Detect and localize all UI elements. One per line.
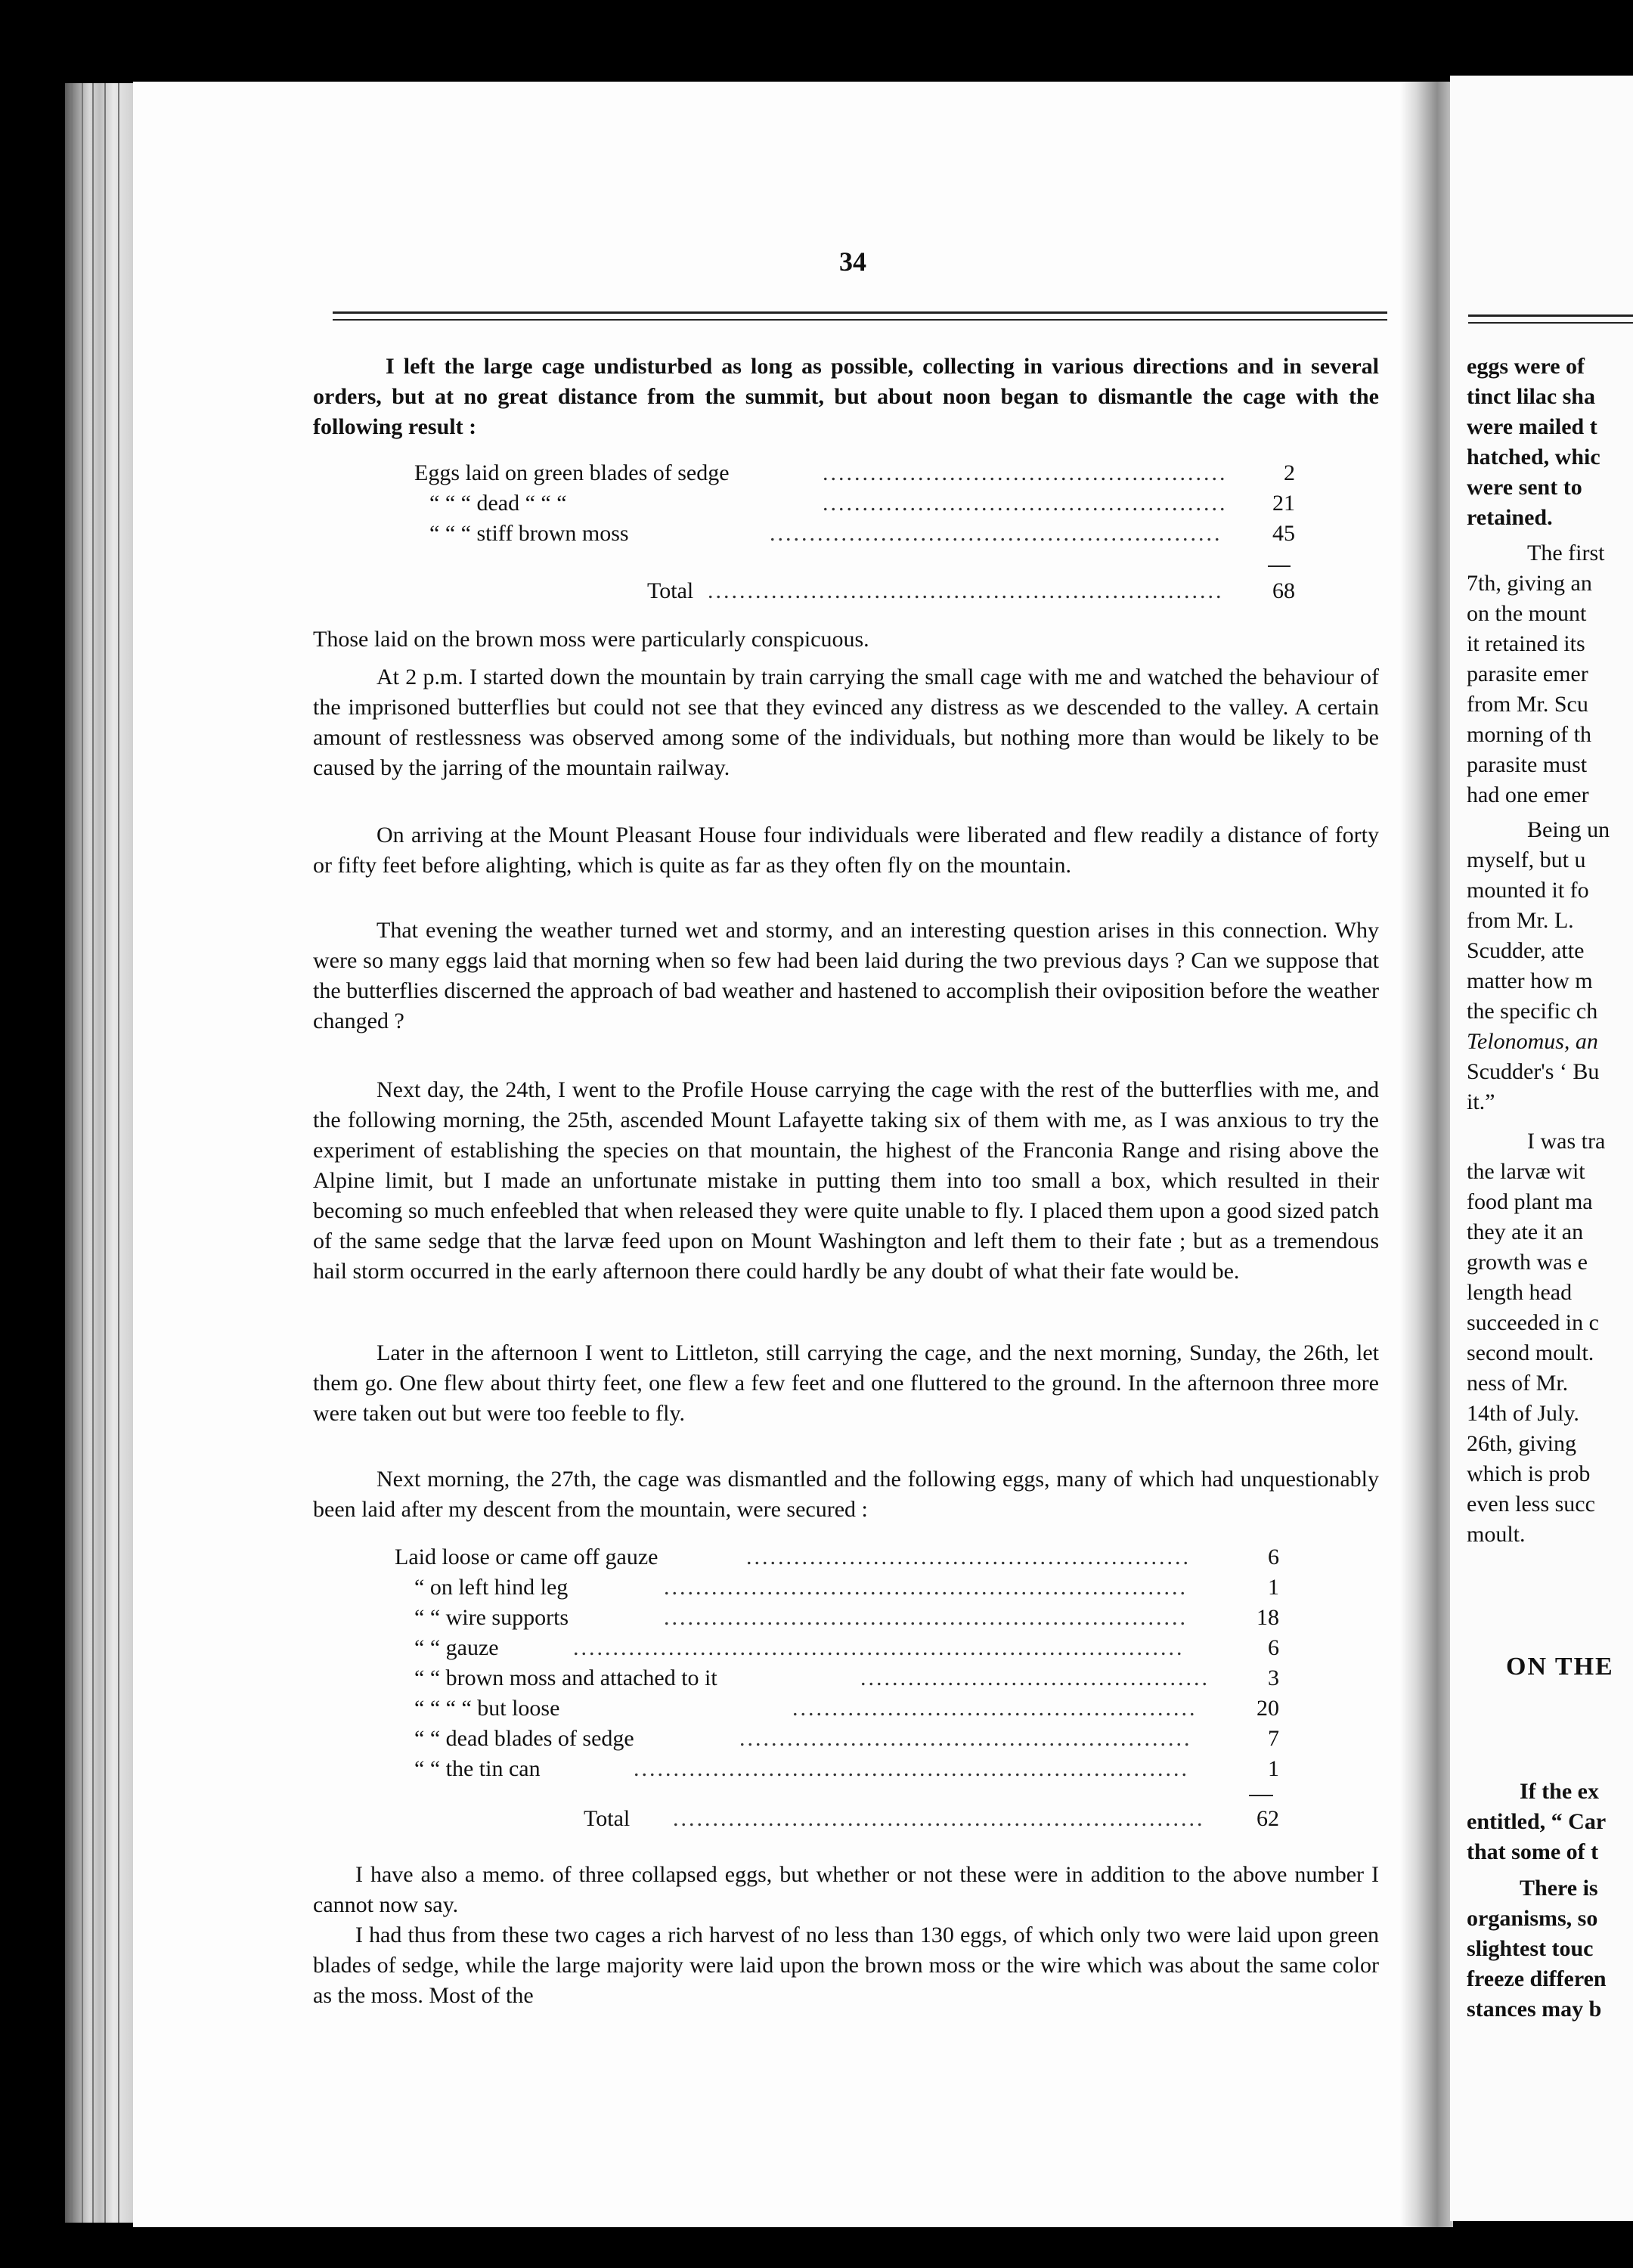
right-line: stances may b [1467,1997,1602,2022]
row-label: Laid loose or came off gauze [395,1545,658,1569]
total-label: Total [647,578,694,603]
header-rule-thin [333,319,1387,321]
section-heading: ON THE [1506,1653,1614,1681]
right-header-rule-thin [1468,322,1633,324]
right-line: If the ex [1520,1779,1599,1804]
row-label: “ “ “ stiff brown moss [429,521,629,546]
paragraph-4: On arriving at the Mount Pleasant House four individuals were liberated and flew readily a distance of forty or fifty feet before alighting, which is quite as far as they often fly on the mountain. [313,823,1379,878]
total-value: 62 [1257,1806,1279,1831]
right-line: the specific ch [1467,999,1598,1024]
right-line: from Mr. L. [1467,908,1574,933]
right-line: tinct lilac sha [1467,384,1595,409]
right-line: organisms, so [1467,1906,1598,1931]
right-line: were sent to [1467,475,1582,500]
right-line: There is [1520,1876,1598,1901]
row-value: 1 [1268,1575,1279,1600]
right-line: eggs were of [1467,354,1585,379]
page-edge-stack [65,83,135,2223]
right-line: matter how m [1467,968,1593,993]
paragraph-10: I had thus from these two cages a rich harvest of no less than 130 eggs, of which only two were laid upon green blades of sedge, while the large majority were laid upon the brown moss or the wire which was about the same color as the moss. Most of the [313,1923,1379,2008]
right-line: 26th, giving [1467,1431,1577,1456]
paragraph-7: Later in the afternoon I went to Littleton, still carrying the cage, and the next morning, Sunday, the 26th, let them go. One flew about thirty feet, one flew a few feet and one fluttered to the ground. In the afternoon three more were taken out but were too feeble to fly. [313,1340,1379,1426]
row-label: “ “ gauze [414,1635,499,1660]
row-value: 21 [1272,491,1295,516]
right-header-rule [1468,314,1633,317]
right-line: even less succ [1467,1492,1595,1517]
right-line: food plant ma [1467,1189,1593,1214]
right-line: they ate it an [1467,1219,1584,1244]
row-value: 6 [1268,1545,1279,1569]
sum-rule [1249,1795,1273,1796]
right-line: Scudder's ‘ Bu [1467,1059,1600,1084]
row-value: 1 [1268,1756,1279,1781]
row-label: “ “ “ dead “ “ “ [429,491,567,516]
row-label: “ “ brown moss and attached to it [414,1665,717,1690]
row-value: 18 [1257,1605,1279,1630]
right-line: mounted it fo [1467,878,1589,903]
total-value: 68 [1272,578,1295,603]
row-label: “ “ dead blades of sedge [414,1726,634,1751]
right-line: Scudder, atte [1467,938,1585,963]
row-value: 20 [1257,1696,1279,1721]
right-line: ness of Mr. [1467,1371,1569,1396]
book-gutter [1400,82,1453,2227]
right-line: 7th, giving an [1467,571,1592,596]
right-line: Telonomus, an [1467,1029,1598,1054]
total-label: Total [584,1806,631,1831]
right-line: which is prob [1467,1461,1591,1486]
right-line: slightest touc [1467,1936,1594,1961]
right-line: growth was e [1467,1250,1588,1275]
right-line: morning of th [1467,722,1591,747]
header-rule [333,311,1387,314]
paragraph-1: I left the large cage undisturbed as long as possible, collecting in various directions and in several orders, but at no great distance from the summit, but about noon began to dismantle the cage with the following result : [313,354,1379,439]
row-label: Eggs laid on green blades of sedge [414,460,730,485]
right-line: myself, but u [1467,847,1586,872]
paragraph-5: That evening the weather turned wet and stormy, and an interesting question arises in this connection. Why were so many eggs laid that morning when so few had been laid during the two previous days ? Can we suppose that the butterflies discerned the approach of bad weather and hastened to accomplish their oviposition before the weather changed ? [313,918,1379,1033]
right-line: the larvæ wit [1467,1159,1585,1184]
right-line: parasite must [1467,752,1588,777]
right-line: that some of t [1467,1839,1599,1864]
page-number: 34 [839,246,866,277]
right-line: were mailed t [1467,414,1597,439]
right-line: retained. [1467,505,1553,530]
sum-rule [1268,565,1291,567]
right-line: it retained its [1467,631,1585,656]
right-line: length head [1467,1280,1573,1305]
row-label: “ “ the tin can [414,1756,541,1781]
right-line: I was tra [1527,1129,1606,1154]
right-line: moult. [1467,1522,1526,1547]
right-line: 14th of July. [1467,1401,1579,1426]
paragraph-3: At 2 p.m. I started down the mountain by train carrying the small cage with me and watched the behaviour of the imprisoned butterflies but could not see that they evinced any distress as we descended to the valley. A certain amount of restlessness was observed among some of the individuals, but nothing more than would be likely to be caused by the jarring of the mountain railway. [313,665,1379,780]
right-line: on the mount [1467,601,1587,626]
row-label: “ on left hind leg [414,1575,569,1600]
paragraph-2: Those laid on the brown moss were particularly conspicuous. [313,627,869,652]
right-line: hatched, whic [1467,445,1600,469]
right-line: second moult. [1467,1340,1594,1365]
row-value: 2 [1284,460,1295,485]
right-line: Being un [1527,817,1610,842]
right-line: freeze differen [1467,1966,1607,1991]
paragraph-6: Next day, the 24th, I went to the Profile House carrying the cage with the rest of the butterflies with me, and the following morning, the 25th, ascended Mount Lafayette taking six of them with me, as I was anxious to try the experiment of establishing the species on that mountain, the highest of the Franconia Range and rising above the Alpine limit, but I made an unfortunate mistake in putting them into too small a box, which resulted in their becoming so much enfeebled that when released they were quite unable to fly. I placed them upon a good sized patch of the same sedge that the larvæ feed upon on Mount Washington and left them to their fate ; but as a tremendous hail storm occurred in the early afternoon there could hardly be any doubt of what their fate would be. [313,1077,1379,1284]
right-line: had one emer [1467,782,1589,807]
row-value: 6 [1268,1635,1279,1660]
right-line: it.” [1467,1089,1495,1114]
right-line: entitled, “ Car [1467,1809,1607,1834]
right-line: parasite emer [1467,662,1588,686]
row-label: “ “ “ “ but loose [414,1696,560,1721]
right-line: succeeded in c [1467,1310,1599,1335]
right-line: from Mr. Scu [1467,692,1588,717]
row-value: 7 [1268,1726,1279,1751]
right-line: The first [1527,541,1605,565]
row-value: 3 [1268,1665,1279,1690]
paragraph-8: Next morning, the 27th, the cage was dismantled and the following eggs, many of which had unquestionably been laid after my descent from the mountain, were secured : [313,1467,1379,1522]
row-value: 45 [1272,521,1295,546]
row-label: “ “ wire supports [414,1605,569,1630]
paragraph-9: I have also a memo. of three collapsed eggs, but whether or not these were in addition to the above number I cannot now say. [313,1862,1379,1917]
